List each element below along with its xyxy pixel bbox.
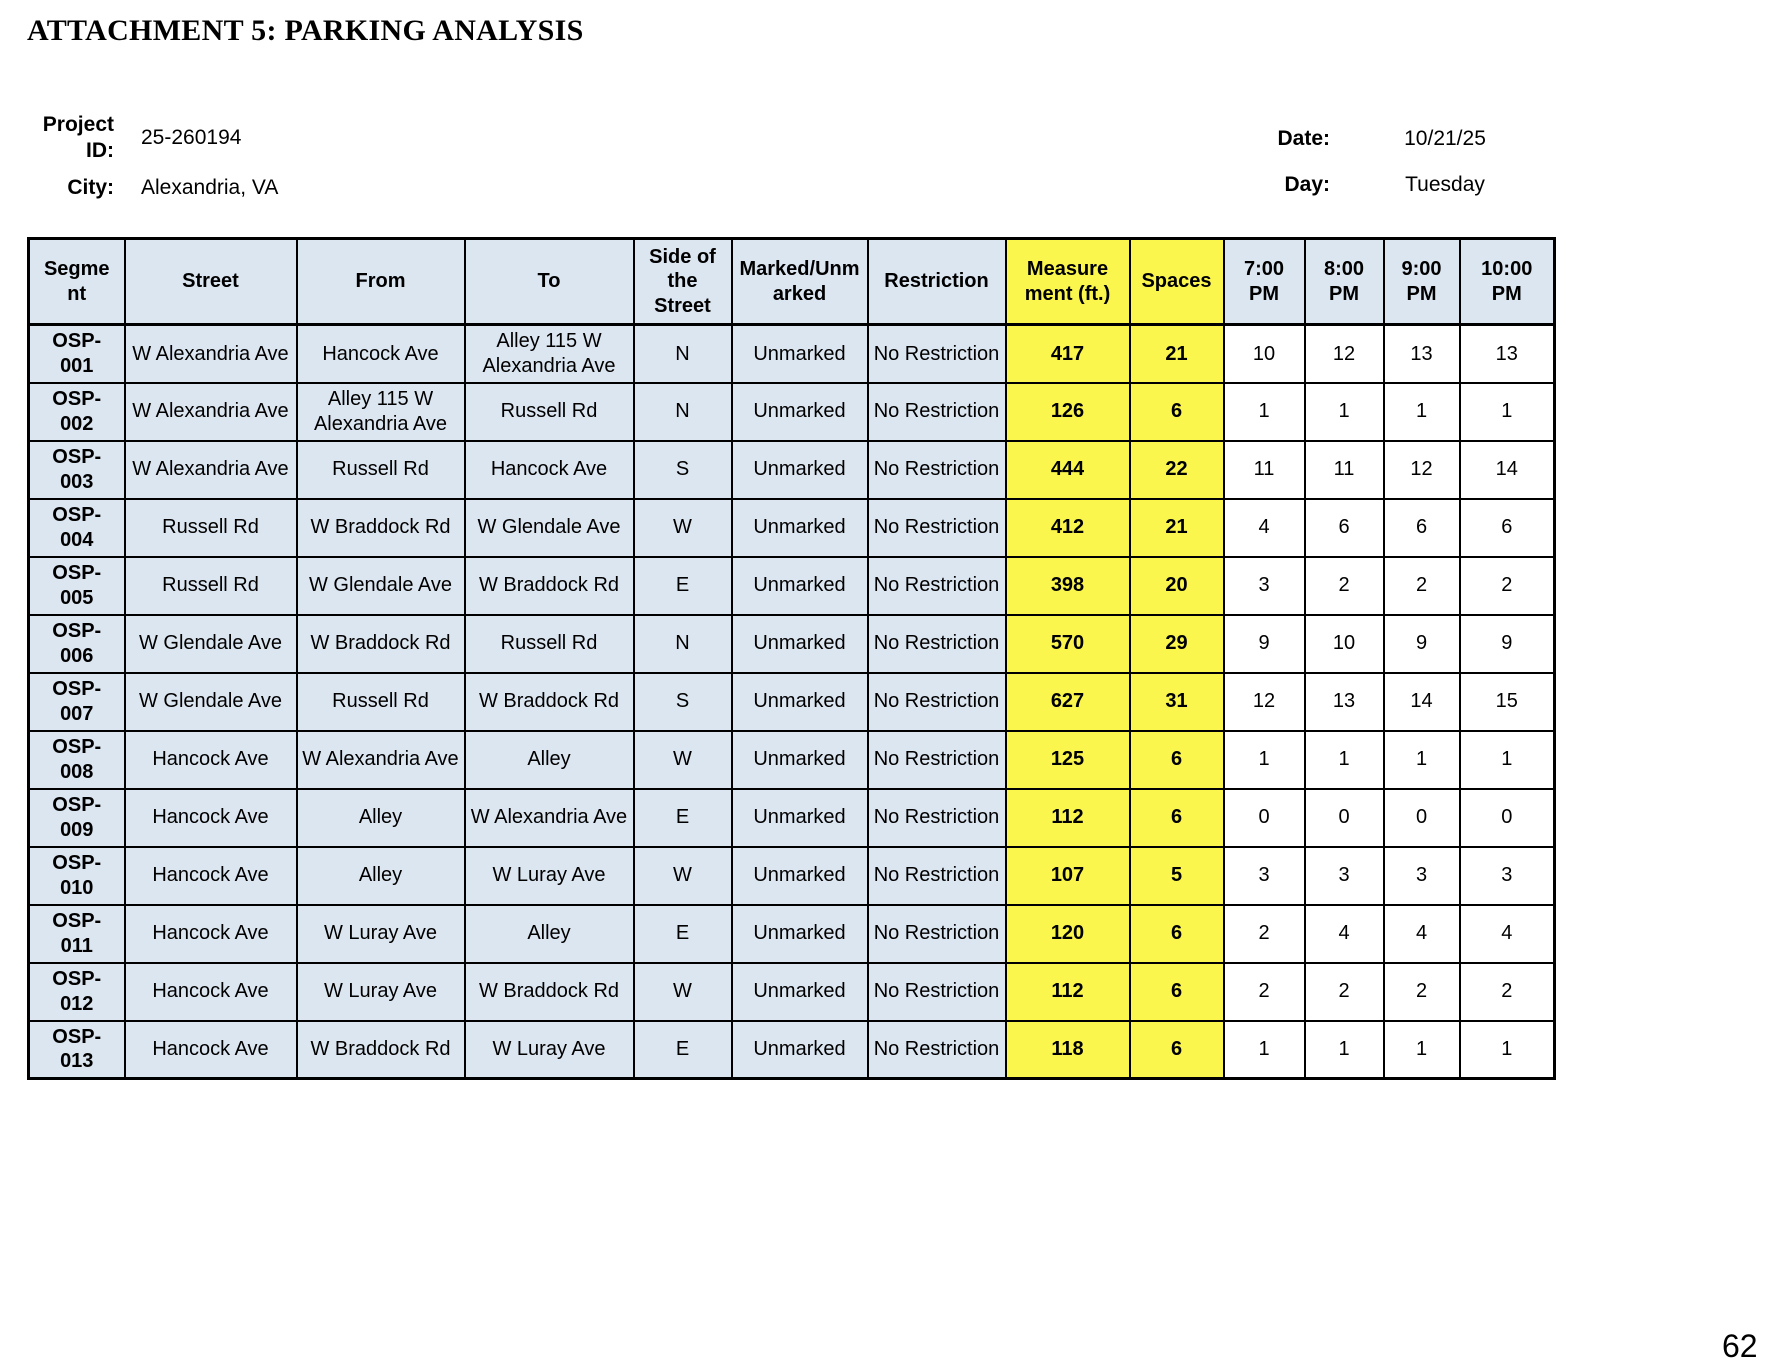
cell-restriction: No Restriction [868,499,1006,557]
cell-from: Alley [297,789,465,847]
cell-t8: 2 [1305,963,1384,1021]
cell-t10: 3 [1460,847,1555,905]
cell-side: N [634,615,732,673]
cell-t7: 0 [1224,789,1305,847]
cell-spaces: 6 [1130,963,1224,1021]
city-row [30,175,278,201]
cell-segment: OSP-004 [29,499,125,557]
cell-street: Russell Rd [125,557,297,615]
cell-restriction: No Restriction [868,847,1006,905]
cell-from: Alley 115 W Alexandria Ave [297,383,465,441]
cell-t8: 13 [1305,673,1384,731]
table-row [29,615,1555,673]
cell-t7: 1 [1224,1021,1305,1079]
table-row [29,905,1555,963]
cell-street: Hancock Ave [125,1021,297,1079]
cell-spaces: 22 [1130,441,1224,499]
cell-measurement: 125 [1006,731,1130,789]
column-header: 9:00 PM [1384,239,1460,325]
table-row [29,557,1555,615]
cell-to: Alley 115 W Alexandria Ave [465,325,634,383]
day-value: Tuesday [1405,173,1485,197]
cell-side: S [634,673,732,731]
column-header: Measurement (ft.) [1006,239,1130,325]
cell-t10: 4 [1460,905,1555,963]
column-header: From [297,239,465,325]
cell-t7: 1 [1224,383,1305,441]
cell-restriction: No Restriction [868,963,1006,1021]
cell-t10: 0 [1460,789,1555,847]
cell-street: W Glendale Ave [125,673,297,731]
cell-marked: Unmarked [732,905,868,963]
column-header: Restriction [868,239,1006,325]
cell-restriction: No Restriction [868,789,1006,847]
cell-to: Russell Rd [465,615,634,673]
cell-spaces: 21 [1130,499,1224,557]
cell-restriction: No Restriction [868,325,1006,383]
cell-measurement: 112 [1006,963,1130,1021]
day-row [1180,172,1535,198]
cell-marked: Unmarked [732,847,868,905]
cell-measurement: 444 [1006,441,1130,499]
cell-street: W Glendale Ave [125,615,297,673]
cell-side: N [634,325,732,383]
cell-to: Alley [465,731,634,789]
cell-side: W [634,731,732,789]
city-value: Alexandria, VA [141,175,279,199]
cell-t8: 12 [1305,325,1384,383]
cell-segment: OSP-012 [29,963,125,1021]
cell-side: W [634,499,732,557]
cell-segment: OSP-011 [29,905,125,963]
cell-to: W Luray Ave [465,1021,634,1079]
cell-from: Hancock Ave [297,325,465,383]
cell-t10: 9 [1460,615,1555,673]
table-row [29,1021,1555,1079]
cell-side: S [634,441,732,499]
cell-marked: Unmarked [732,325,868,383]
cell-t7: 3 [1224,847,1305,905]
column-header: To [465,239,634,325]
cell-t7: 12 [1224,673,1305,731]
column-header: 7:00 PM [1224,239,1305,325]
table-row [29,499,1555,557]
cell-segment: OSP-010 [29,847,125,905]
cell-from: W Luray Ave [297,905,465,963]
cell-measurement: 107 [1006,847,1130,905]
cell-side: E [634,557,732,615]
cell-measurement: 627 [1006,673,1130,731]
cell-restriction: No Restriction [868,731,1006,789]
column-header: Street [125,239,297,325]
cell-t7: 11 [1224,441,1305,499]
column-header: Spaces [1130,239,1224,325]
cell-segment: OSP-009 [29,789,125,847]
cell-to: Russell Rd [465,383,634,441]
cell-measurement: 112 [1006,789,1130,847]
cell-measurement: 120 [1006,905,1130,963]
cell-t8: 3 [1305,847,1384,905]
cell-spaces: 5 [1130,847,1224,905]
cell-t7: 10 [1224,325,1305,383]
cell-restriction: No Restriction [868,383,1006,441]
column-header: 8:00 PM [1305,239,1384,325]
cell-to: W Alexandria Ave [465,789,634,847]
cell-street: W Alexandria Ave [125,441,297,499]
cell-t9: 3 [1384,847,1460,905]
project-id-value: 25-260194 [141,126,242,150]
cell-spaces: 6 [1130,731,1224,789]
cell-measurement: 570 [1006,615,1130,673]
cell-from: Russell Rd [297,673,465,731]
cell-t10: 1 [1460,383,1555,441]
cell-marked: Unmarked [732,499,868,557]
cell-t8: 1 [1305,1021,1384,1079]
cell-t8: 0 [1305,789,1384,847]
cell-side: W [634,847,732,905]
date-row [1180,126,1535,152]
cell-to: W Braddock Rd [465,557,634,615]
cell-restriction: No Restriction [868,615,1006,673]
cell-segment: OSP-003 [29,441,125,499]
cell-to: W Glendale Ave [465,499,634,557]
cell-from: W Braddock Rd [297,615,465,673]
cell-marked: Unmarked [732,963,868,1021]
cell-restriction: No Restriction [868,905,1006,963]
meta-left-block [30,112,278,211]
page-title: ATTACHMENT 5: PARKING ANALYSIS [27,14,584,47]
table-row [29,789,1555,847]
cell-street: W Alexandria Ave [125,325,297,383]
cell-segment: OSP-008 [29,731,125,789]
cell-from: W Luray Ave [297,963,465,1021]
cell-t10: 6 [1460,499,1555,557]
cell-t7: 2 [1224,905,1305,963]
cell-t9: 0 [1384,789,1460,847]
day-label: Day: [1284,173,1330,197]
meta-right-block [1180,126,1535,219]
project-id-row [30,112,278,165]
cell-spaces: 20 [1130,557,1224,615]
cell-to: W Luray Ave [465,847,634,905]
cell-t10: 1 [1460,731,1555,789]
cell-t10: 2 [1460,963,1555,1021]
cell-measurement: 398 [1006,557,1130,615]
cell-street: Hancock Ave [125,847,297,905]
cell-measurement: 412 [1006,499,1130,557]
cell-spaces: 6 [1130,1021,1224,1079]
cell-spaces: 6 [1130,383,1224,441]
table-row [29,673,1555,731]
column-header: Segment [29,239,125,325]
cell-side: E [634,905,732,963]
cell-t9: 1 [1384,1021,1460,1079]
cell-segment: OSP-013 [29,1021,125,1079]
cell-spaces: 31 [1130,673,1224,731]
cell-spaces: 21 [1130,325,1224,383]
cell-side: W [634,963,732,1021]
parking-table [27,237,1556,1080]
cell-to: W Braddock Rd [465,963,634,1021]
cell-to: Alley [465,905,634,963]
cell-restriction: No Restriction [868,1021,1006,1079]
cell-marked: Unmarked [732,673,868,731]
cell-side: E [634,789,732,847]
cell-t8: 4 [1305,905,1384,963]
cell-restriction: No Restriction [868,673,1006,731]
cell-t8: 10 [1305,615,1384,673]
cell-from: W Braddock Rd [297,499,465,557]
cell-street: Hancock Ave [125,963,297,1021]
cell-t8: 1 [1305,383,1384,441]
cell-marked: Unmarked [732,383,868,441]
cell-spaces: 6 [1130,789,1224,847]
cell-to: Hancock Ave [465,441,634,499]
cell-t8: 6 [1305,499,1384,557]
cell-from: Russell Rd [297,441,465,499]
page-number: 62 [1722,1328,1758,1364]
cell-segment: OSP-001 [29,325,125,383]
cell-marked: Unmarked [732,731,868,789]
cell-marked: Unmarked [732,615,868,673]
cell-t7: 3 [1224,557,1305,615]
cell-t7: 4 [1224,499,1305,557]
cell-t9: 1 [1384,731,1460,789]
cell-to: W Braddock Rd [465,673,634,731]
cell-t8: 1 [1305,731,1384,789]
table-row [29,383,1555,441]
cell-street: Russell Rd [125,499,297,557]
date-value: 10/21/25 [1404,127,1486,150]
cell-street: Hancock Ave [125,731,297,789]
cell-marked: Unmarked [732,1021,868,1079]
cell-t10: 15 [1460,673,1555,731]
cell-from: W Alexandria Ave [297,731,465,789]
cell-t9: 6 [1384,499,1460,557]
cell-marked: Unmarked [732,557,868,615]
cell-measurement: 417 [1006,325,1130,383]
cell-side: N [634,383,732,441]
city-label: City: [67,175,114,199]
column-header: 10:00 PM [1460,239,1555,325]
cell-t9: 4 [1384,905,1460,963]
cell-t7: 2 [1224,963,1305,1021]
cell-t7: 1 [1224,731,1305,789]
cell-t10: 13 [1460,325,1555,383]
cell-segment: OSP-006 [29,615,125,673]
column-header: Side of the Street [634,239,732,325]
table-row [29,441,1555,499]
cell-side: E [634,1021,732,1079]
cell-from: W Braddock Rd [297,1021,465,1079]
column-header: Marked/Unmarked [732,239,868,325]
cell-street: W Alexandria Ave [125,383,297,441]
cell-segment: OSP-007 [29,673,125,731]
date-label: Date: [1277,127,1330,150]
table-row [29,963,1555,1021]
cell-t9: 2 [1384,963,1460,1021]
cell-street: Hancock Ave [125,789,297,847]
header-row [29,239,1555,325]
cell-spaces: 6 [1130,905,1224,963]
cell-t8: 2 [1305,557,1384,615]
cell-t9: 2 [1384,557,1460,615]
cell-t9: 1 [1384,383,1460,441]
cell-street: Hancock Ave [125,905,297,963]
cell-segment: OSP-005 [29,557,125,615]
cell-marked: Unmarked [732,789,868,847]
parking-table-body [29,325,1555,1079]
cell-segment: OSP-002 [29,383,125,441]
cell-t8: 11 [1305,441,1384,499]
cell-measurement: 126 [1006,383,1130,441]
cell-t10: 1 [1460,1021,1555,1079]
cell-t9: 12 [1384,441,1460,499]
project-id-label: Project ID: [42,113,114,163]
cell-measurement: 118 [1006,1021,1130,1079]
cell-restriction: No Restriction [868,557,1006,615]
table-row [29,325,1555,383]
cell-spaces: 29 [1130,615,1224,673]
cell-t9: 13 [1384,325,1460,383]
cell-restriction: No Restriction [868,441,1006,499]
cell-from: Alley [297,847,465,905]
table-row [29,731,1555,789]
cell-marked: Unmarked [732,441,868,499]
cell-t9: 14 [1384,673,1460,731]
table-row [29,847,1555,905]
cell-t9: 9 [1384,615,1460,673]
cell-from: W Glendale Ave [297,557,465,615]
cell-t10: 14 [1460,441,1555,499]
cell-t7: 9 [1224,615,1305,673]
cell-t10: 2 [1460,557,1555,615]
